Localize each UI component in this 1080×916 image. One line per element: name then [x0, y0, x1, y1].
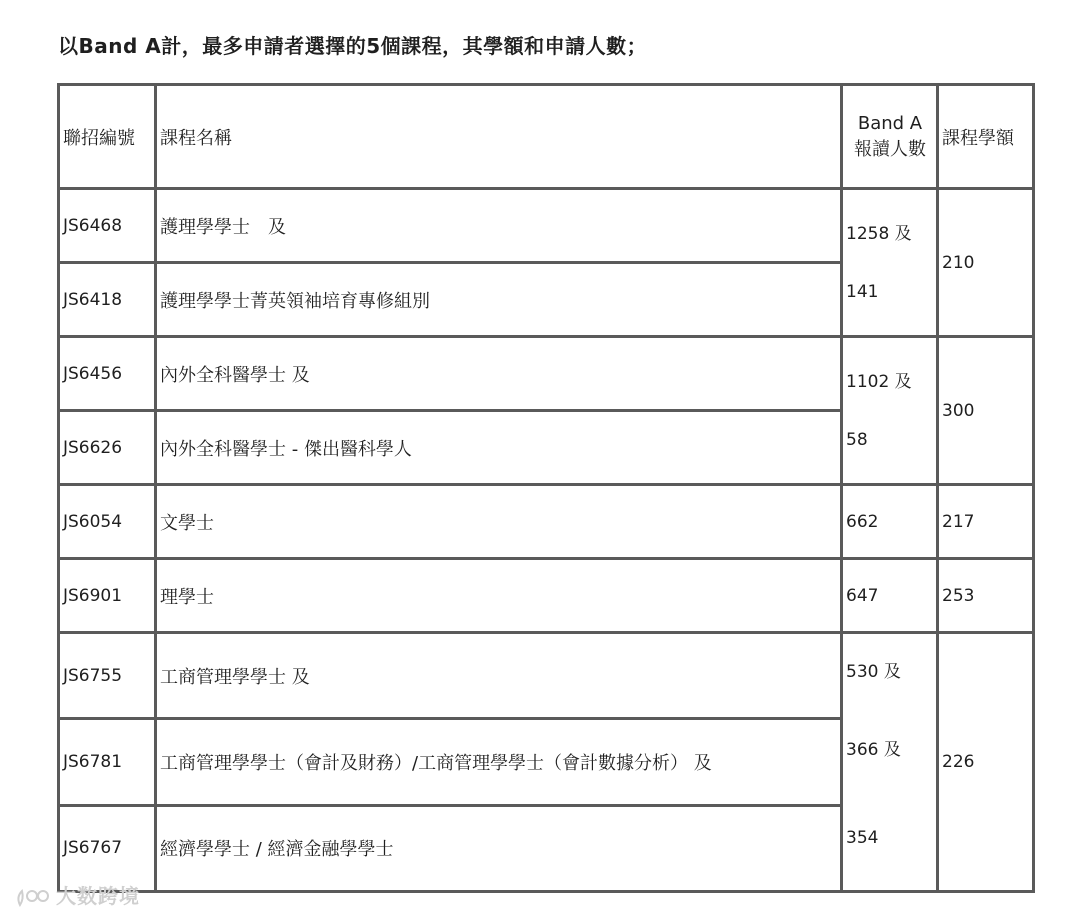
- course-name: 護理學學士 及: [156, 189, 842, 263]
- course-code: JS6781: [59, 719, 156, 805]
- applicant-count-cell: [842, 337, 938, 485]
- course-name: 文學士: [156, 485, 842, 559]
- course-code: JS6626: [59, 411, 156, 485]
- course-places: 210: [938, 189, 1034, 337]
- course-code: JS6767: [59, 805, 156, 891]
- table-row: [59, 337, 1034, 411]
- applicant-count: 530 及: [846, 662, 901, 682]
- watermark: [14, 880, 140, 909]
- course-code: JS6755: [59, 633, 156, 719]
- course-places: 226: [938, 633, 1034, 892]
- course-code: JS6456: [59, 337, 156, 411]
- course-name: 理學士: [156, 559, 842, 633]
- course-code: JS6054: [59, 485, 156, 559]
- applicant-count: 1102 及: [846, 371, 912, 392]
- applicant-count: 354: [846, 828, 879, 848]
- applicant-count: 662: [842, 485, 938, 559]
- table-row: [59, 189, 1034, 263]
- course-places: 300: [938, 337, 1034, 485]
- course-places: 253: [938, 559, 1034, 633]
- header-places: 課程學額: [938, 85, 1034, 189]
- applicant-count: 141: [846, 281, 879, 302]
- applicant-count: 366 及: [846, 740, 901, 760]
- course-places: 217: [938, 485, 1034, 559]
- course-name: 內外全科醫學士 及: [156, 337, 842, 411]
- course-name: 護理學學士菁英領袖培育專修組別: [156, 263, 842, 337]
- course-code: JS6901: [59, 559, 156, 633]
- course-name: 內外全科醫學士 - 傑出醫科學人: [156, 411, 842, 485]
- course-name: 經濟學學士 / 經濟金融學學士: [156, 805, 842, 891]
- table-header-row: [59, 85, 1034, 189]
- course-code: JS6418: [59, 263, 156, 337]
- applicant-count: 647: [842, 559, 938, 633]
- watermark-text: 大数跨境: [56, 884, 140, 908]
- header-name: 課程名稱: [156, 85, 842, 189]
- header-code: 聯招編號: [59, 85, 156, 189]
- header-count-line1: Band A: [857, 112, 923, 134]
- table-row: [59, 485, 1034, 559]
- applicant-count-cell: [842, 633, 938, 892]
- applicant-count-cell: [842, 189, 938, 337]
- course-name: 工商管理學學士 及: [156, 633, 842, 719]
- logo-icon: [14, 887, 52, 909]
- applicant-count: 1258 及: [846, 223, 912, 244]
- courses-table: [57, 83, 1035, 893]
- course-name: 工商管理學學士（會計及財務）/工商管理學學士（會計數據分析） 及: [156, 719, 842, 805]
- table-row: [59, 633, 1034, 719]
- applicant-count: 58: [846, 429, 868, 450]
- header-count: [842, 85, 938, 189]
- table-row: [59, 559, 1034, 633]
- header-count-line2: 報讀人數: [854, 138, 926, 160]
- course-code: JS6468: [59, 189, 156, 263]
- page-heading: 以Band A計，最多申請者選擇的5個課程，其學額和申請人數；: [58, 34, 648, 58]
